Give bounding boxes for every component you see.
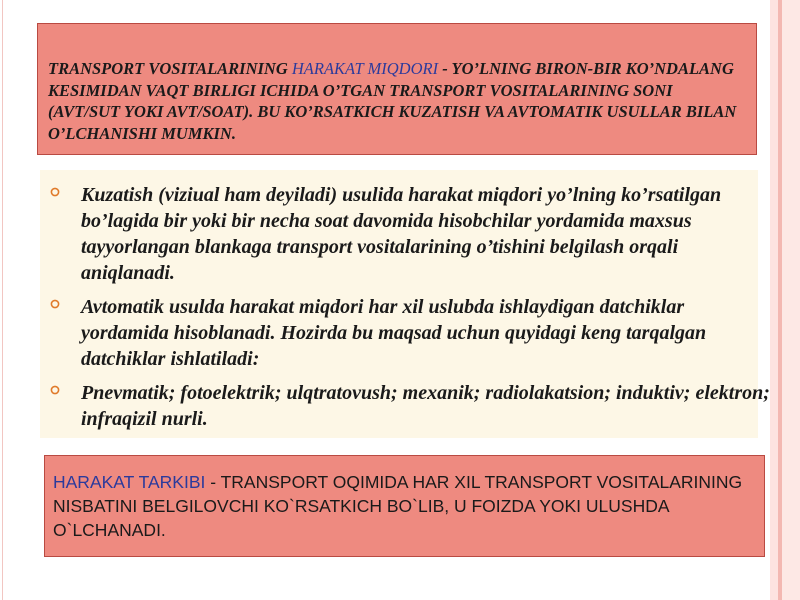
title-prefix: TRANSPORT VOSITALARINING [48,59,292,78]
definition-box-harakat-tarkibi [44,455,765,557]
bottom-definition: - TRANSPORT OQIMIDA HAR XIL TRANSPORT VOSITALARINING NISBATINI BELGILOVCHI KO`RSATKICH BO`LIB, U FOIZDA YOKI ULUSHDA O`LCHANADI. [53,472,743,540]
bullet-text: Kuzatish (viziual ham deyiladi) usulida harakat miqdori yo’lning ko’rsatilgan bo’lagida bir yoki bir necha soat davomida hisobchilar yordamida maxsus tayyorlangan blankaga transport vositalarining o’tishini belgilash orqali aniqlanadi. [81,184,722,284]
circle-bullet-icon [50,299,60,309]
bullet-text: Avtomatik usulda harakat miqdori har xil uslubda ishlaydigan datchiklar yordamida hisoblanadi. Hozirda bu maqsad uchun quyidagi keng tarqalgan datchiklar ishlatiladi: [81,296,707,370]
bottom-highlight-term: HARAKAT TARKIBI [53,472,206,492]
left-edge-line [2,0,3,600]
title-definition: - YO’LNING BIRON-BIR KO’NDALANG KESIMIDAN VAQT BIRLIGI ICHIDA O’TGAN TRANSPORT VOSITALARINING SONI (AVT/SUT YOKI AVT/SOAT). BU KO’RSATKICH KUZATISH VA AVTOMATIK USULLAR BILAN O’LCHANISHI MUMKIN. [48,59,737,143]
circle-bullet-icon [50,187,60,197]
right-decorative-stripe [770,0,800,600]
content-panel [40,170,770,438]
title-highlight-term: HARAKAT MIQDORI [291,59,439,78]
circle-bullet-icon [50,385,60,395]
bullet-text: Pnevmatik; fotoelektrik; ulqtratovush; mexanik; radiolakatsion; induktiv; elektron; infraqizil nurli. [81,382,770,430]
definition-box-harakat-miqdori [37,23,757,155]
